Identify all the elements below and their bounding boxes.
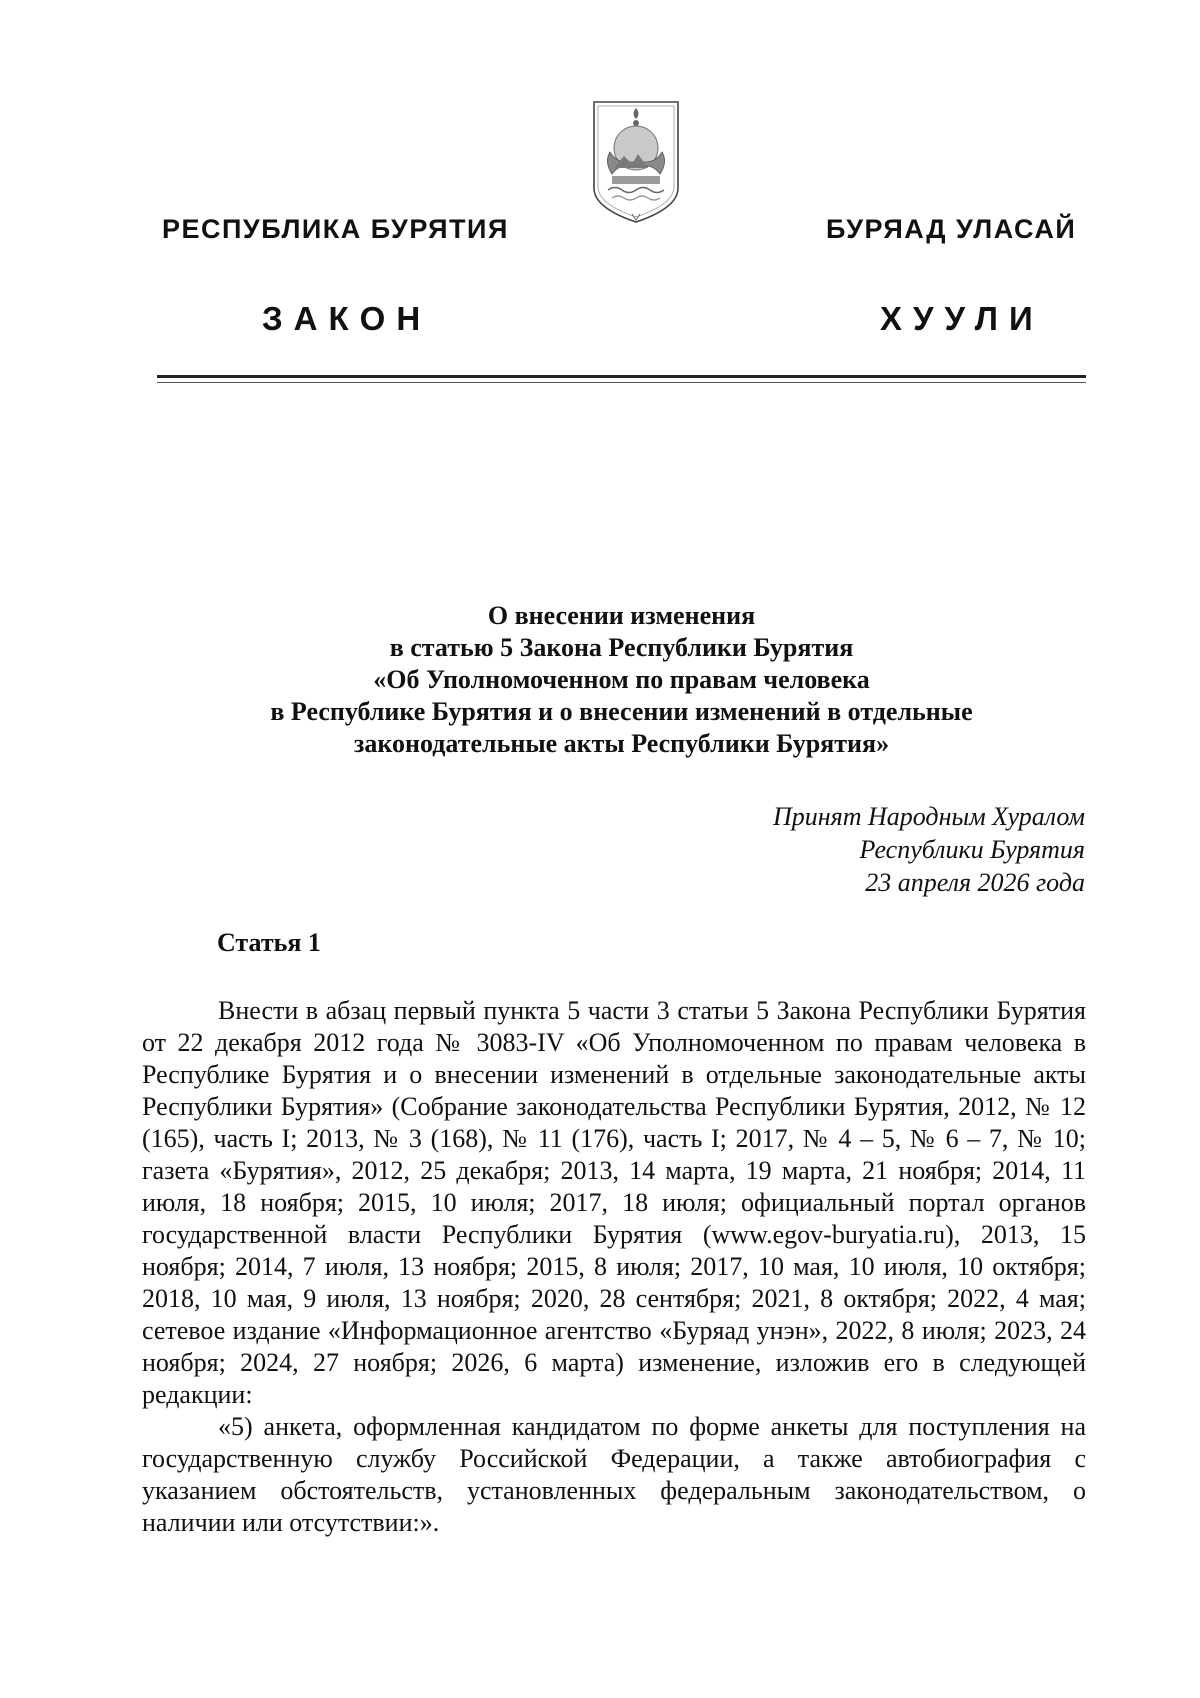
law-title-line: «Об Уполномоченном по правам человека xyxy=(373,665,870,694)
adoption-note-line: Принят Народным Хуралом xyxy=(772,802,1085,831)
law-title-line: О внесении изменения xyxy=(487,601,756,630)
law-title-line: в статью 5 Закона Республики Бурятия xyxy=(389,633,854,662)
adoption-note-line: Республики Бурятия xyxy=(859,835,1085,864)
republic-name-russian: РЕСПУБЛИКА БУРЯТИЯ xyxy=(162,214,509,244)
header-divider xyxy=(157,375,1086,383)
adoption-date: 23 апреля 2026 года xyxy=(865,868,1085,897)
law-label-russian: ЗАКОН xyxy=(262,300,432,337)
article-body xyxy=(142,995,1086,1539)
republic-name-buryat: БУРЯАД УЛАСАЙ xyxy=(826,214,1077,244)
law-title xyxy=(157,600,1086,760)
article-heading: Статья 1 xyxy=(217,928,321,957)
law-title-line: в Республике Бурятия и о внесении изменений в отдельные xyxy=(270,697,973,726)
adoption-note xyxy=(773,800,1085,899)
law-title-line: законодательные акты Республики Бурятия» xyxy=(353,729,890,758)
law-label-buryat: ХУУЛИ xyxy=(880,300,1044,337)
article-paragraph: «5) анкета, оформленная кандидатом по форме анкеты для поступления на государственную службу Российской Федерации, а также автобиография с указанием обстоятельств, установленных федеральным законодательством, о наличии или отсутствии:». xyxy=(142,1412,1086,1537)
coat-of-arms-icon xyxy=(588,96,684,226)
article-paragraph: Внести в абзац первый пункта 5 части 3 статьи 5 Закона Республики Бурятия от 22 декабря 2012 года № 3083-IV «Об Уполномоченном по правам человека в Республике Бурятия и о внесении изменений в отдельные законодательные акты Республики Бурятия» (Собрание законодательства Республики Бурятия, 2012, № 12 (165), часть I; 2013, № 3 (168), № 11 (176), часть I; 2017, № 4 – 5, № 6 – 7, № 10; газета «Бурятия», 2012, 25 декабря; 2013, 14 марта, 19 марта, 21 ноября; 2014, 11 июля, 18 ноября; 2015, 10 июля; 2017, 18 июля; официальный портал органов государственной власти Республики Бурятия (www.egov-buryatia.ru), 2013, 15 ноября; 2014, 7 июля, 13 ноября; 2015, 8 июля; 2017, 10 мая, 10 июля, 10 октября; 2018, 10 мая, 9 июля, 13 ноября; 2020, 28 сентября; 2021, 8 октября; 2022, 4 мая; сетевое издание «Информационное агентство «Буряад унэн», 2022, 8 июля; 2023, 24 ноября; 2024, 27 ноября; 2026, 6 марта) изменение, изложив его в следующей редакции: xyxy=(142,996,1086,1409)
